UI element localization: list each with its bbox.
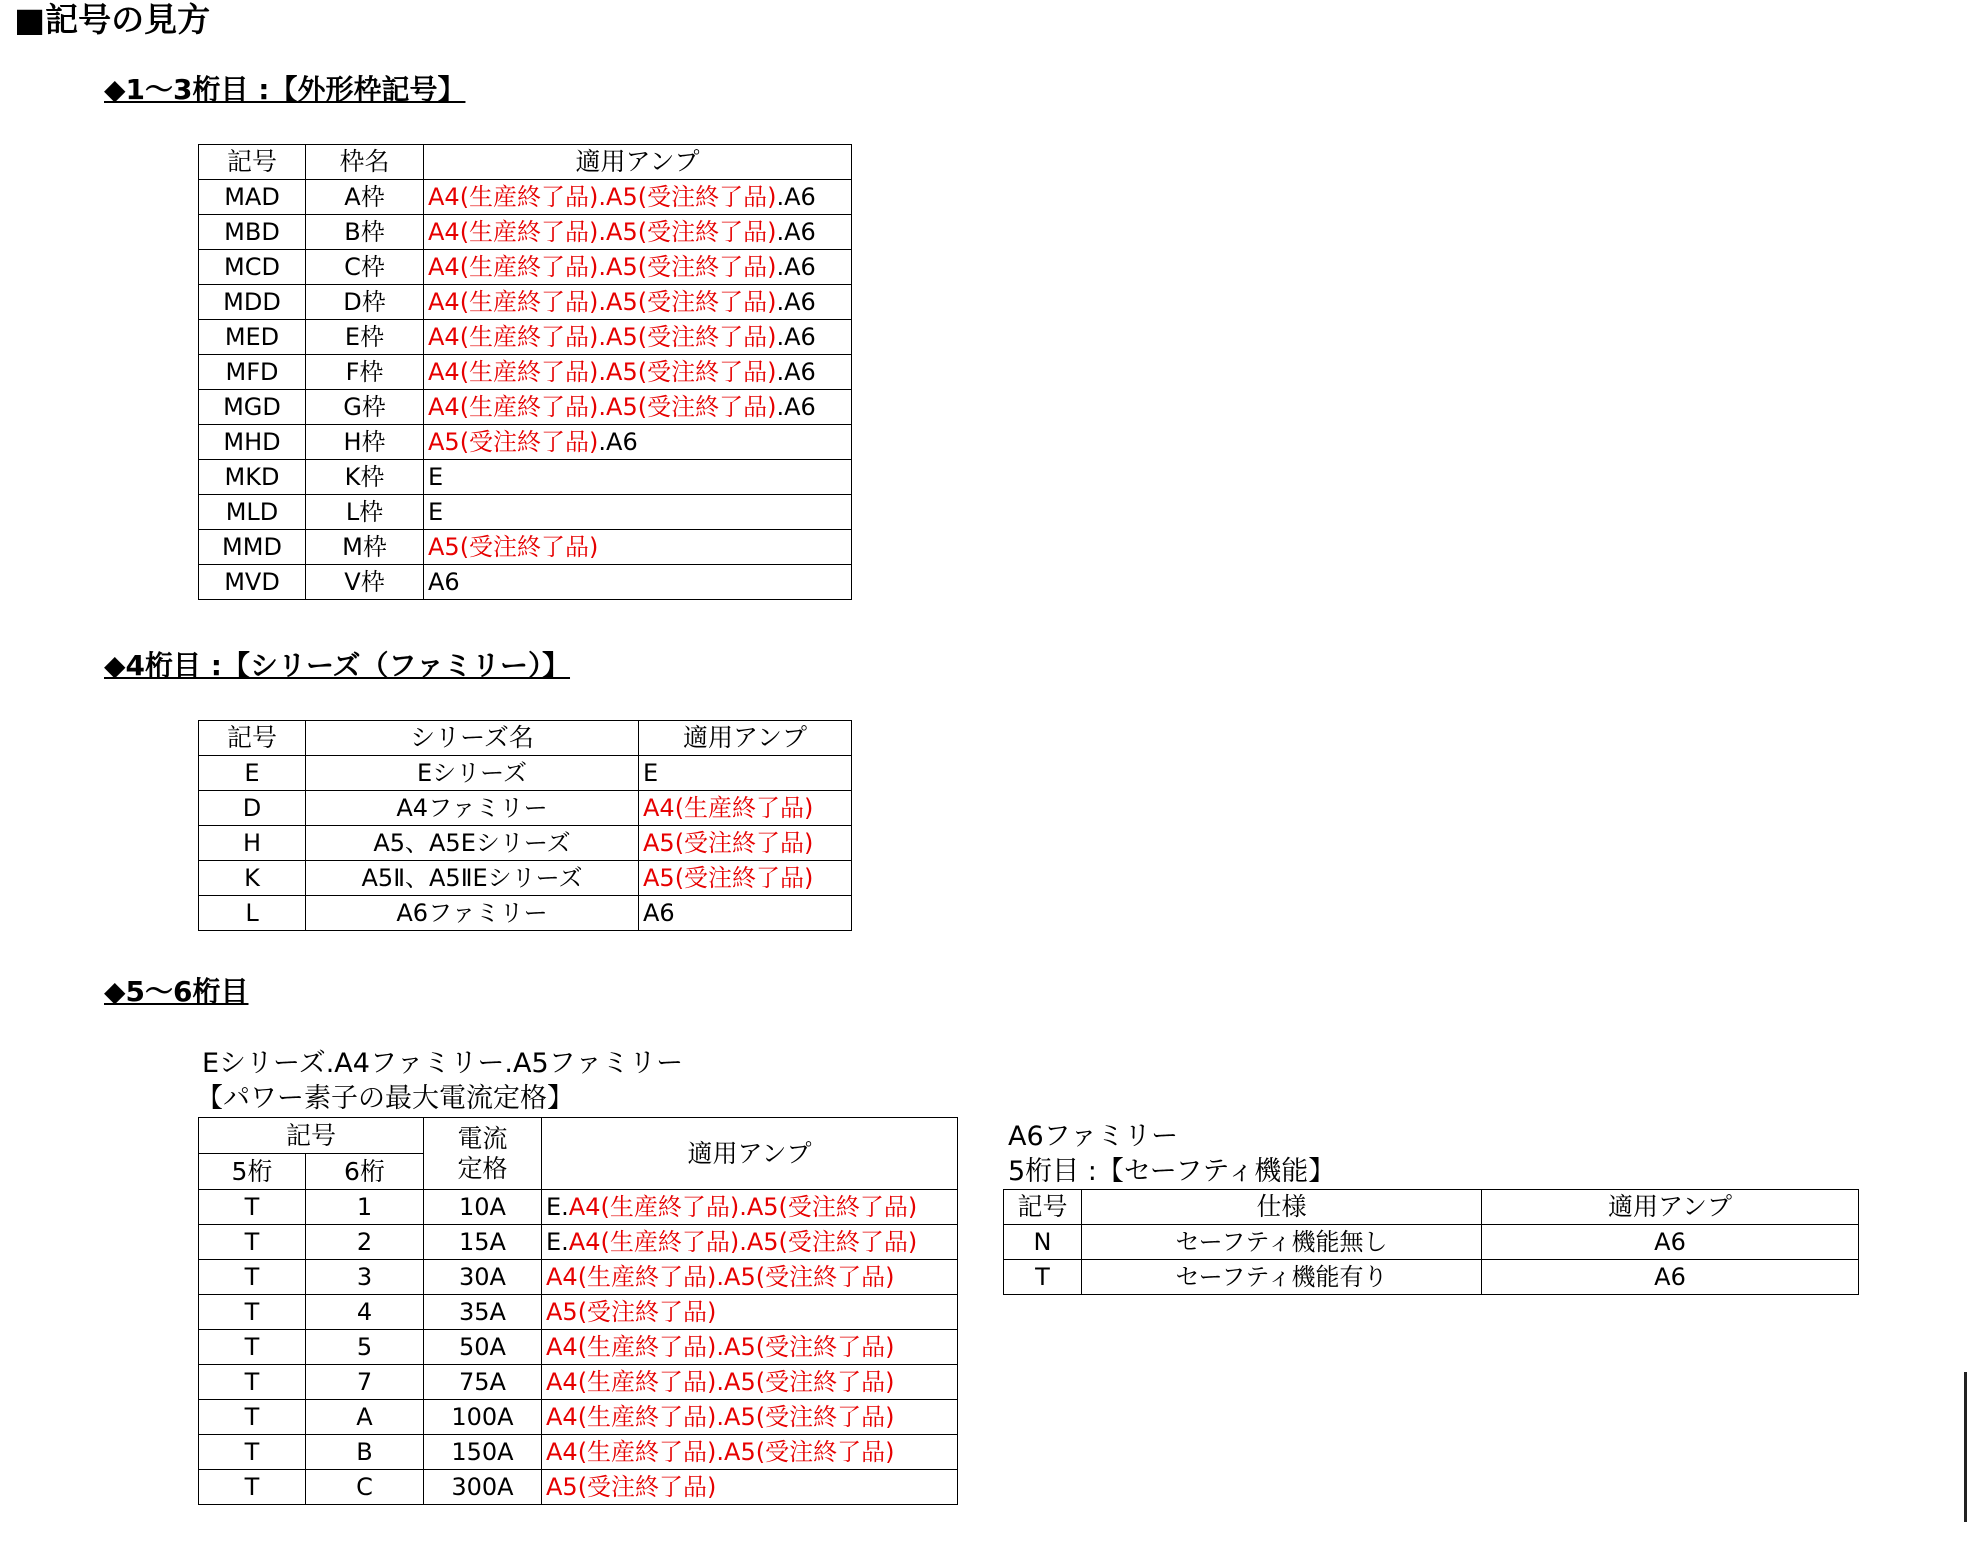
table-header-row: [199, 1118, 958, 1154]
table-row: [199, 1365, 958, 1400]
digit5-cell: T: [199, 1365, 306, 1400]
amp-text: E: [428, 498, 444, 526]
series-cell: A4ファミリー: [306, 791, 639, 826]
current-cell: 300A: [424, 1470, 542, 1505]
amp-discontinued-text: A4(生産終了品).A5(受注終了品): [546, 1333, 895, 1361]
amp-cell: [542, 1295, 958, 1330]
table-row: [199, 1260, 958, 1295]
series-cell: A6ファミリー: [306, 896, 639, 931]
current-cell: 50A: [424, 1330, 542, 1365]
amp-cell: [424, 530, 852, 565]
amp-discontinued-text: A4(生産終了品).A5(受注終了品): [546, 1403, 895, 1431]
table-row: [199, 1225, 958, 1260]
amp-cell: [424, 355, 852, 390]
spec-cell: セーフティ機能有り: [1082, 1260, 1482, 1295]
amp-cell: [542, 1330, 958, 1365]
page-title: ■記号の見方: [14, 0, 211, 39]
table-row: [199, 320, 852, 355]
header-digit6: 6桁: [306, 1154, 424, 1190]
section2-heading: ◆4桁目 :【シリーズ（ファミリー）】: [104, 649, 571, 682]
code-cell: L: [199, 896, 306, 931]
frame-cell: H枠: [306, 425, 424, 460]
amp-cell: [424, 250, 852, 285]
code-cell: MLD: [199, 495, 306, 530]
amp-cell: [542, 1400, 958, 1435]
amp-text: .A6: [776, 183, 816, 211]
frame-cell: F枠: [306, 355, 424, 390]
digit5-cell: T: [199, 1190, 306, 1225]
code-cell: MMD: [199, 530, 306, 565]
table-row: [199, 896, 852, 931]
header-frame: 枠名: [306, 145, 424, 180]
amp-discontinued-text: A4(生産終了品).A5(受注終了品): [428, 218, 777, 246]
frame-cell: E枠: [306, 320, 424, 355]
amp-cell: [542, 1435, 958, 1470]
amp-discontinued-text: A4(生産終了品).A5(受注終了品): [428, 183, 777, 211]
digit6-cell: 3: [306, 1260, 424, 1295]
amp-text: E: [428, 463, 444, 491]
table-row: [199, 425, 852, 460]
frame-cell: M枠: [306, 530, 424, 565]
amp-cell: [424, 495, 852, 530]
frame-cell: D枠: [306, 285, 424, 320]
digit5-cell: T: [199, 1295, 306, 1330]
amp-discontinued-text: A5(受注終了品): [428, 428, 599, 456]
digit6-cell: 2: [306, 1225, 424, 1260]
code-cell: E: [199, 756, 306, 791]
amp-text: .A6: [598, 428, 638, 456]
amp-discontinued-text: A4(生産終了品).A5(受注終了品): [568, 1228, 918, 1256]
amp-cell: [639, 826, 852, 861]
table-header-row: [199, 145, 852, 180]
amp-discontinued-text: A4(生産終了品).A5(受注終了品): [428, 323, 777, 351]
amp-text: E.: [546, 1193, 569, 1221]
amp-cell: [424, 460, 852, 495]
amp-discontinued-text: A4(生産終了品).A5(受注終了品): [546, 1263, 895, 1291]
table-row: [199, 215, 852, 250]
amp-discontinued-text: A4(生産終了品): [643, 794, 814, 822]
amp-discontinued-text: A5(受注終了品): [643, 864, 814, 892]
amp-text: .A6: [776, 323, 816, 351]
frame-cell: V枠: [306, 565, 424, 600]
table-row: [199, 861, 852, 896]
amp-cell: [542, 1225, 958, 1260]
header-amp: 適用アンプ: [1482, 1190, 1859, 1225]
frame-cell: B枠: [306, 215, 424, 250]
digit5-cell: T: [199, 1435, 306, 1470]
amp-text: .A6: [776, 393, 816, 421]
table-row: [199, 1400, 958, 1435]
table-row: [199, 756, 852, 791]
header-code: 記号: [199, 145, 306, 180]
header-digit5: 5桁: [199, 1154, 306, 1190]
code-cell: MED: [199, 320, 306, 355]
amp-cell: [424, 285, 852, 320]
table-row: [199, 1435, 958, 1470]
code-cell: MDD: [199, 285, 306, 320]
table-row: [1004, 1225, 1859, 1260]
amp-cell: A6: [1482, 1260, 1859, 1295]
table-row: [1004, 1260, 1859, 1295]
code-cell: K: [199, 861, 306, 896]
header-spec: 仕様: [1082, 1190, 1482, 1225]
table-row: [199, 826, 852, 861]
section4-subtitle-safety: 5桁目 :【セーフティ機能】: [1008, 1156, 1336, 1187]
digit6-cell: A: [306, 1400, 424, 1435]
amp-text: .A6: [776, 358, 816, 386]
section3-subtitle-rating: 【パワー素子の最大電流定格】: [196, 1083, 574, 1114]
header-current-line1: 電流: [457, 1123, 508, 1153]
frame-cell: K枠: [306, 460, 424, 495]
table-row: [199, 355, 852, 390]
section3-subtitle-series: Eシリーズ.A4ファミリー.A5ファミリー: [202, 1048, 684, 1079]
amp-cell: [542, 1190, 958, 1225]
amp-discontinued-text: A4(生産終了品).A5(受注終了品): [546, 1438, 895, 1466]
digit6-cell: 7: [306, 1365, 424, 1400]
code-cell: MHD: [199, 425, 306, 460]
section4-subtitle-family: A6ファミリー: [1008, 1121, 1179, 1152]
header-series: シリーズ名: [306, 721, 639, 756]
section3-heading: ◆5～6桁目: [104, 975, 249, 1008]
digit6-cell: 4: [306, 1295, 424, 1330]
amp-cell: [424, 565, 852, 600]
code-cell: MVD: [199, 565, 306, 600]
current-cell: 150A: [424, 1435, 542, 1470]
digit5-cell: T: [199, 1225, 306, 1260]
amp-discontinued-text: A4(生産終了品).A5(受注終了品): [428, 393, 777, 421]
amp-text: A6: [428, 568, 460, 596]
code-cell: MAD: [199, 180, 306, 215]
frame-cell: A枠: [306, 180, 424, 215]
amp-discontinued-text: A5(受注終了品): [643, 829, 814, 857]
digit5-cell: T: [199, 1470, 306, 1505]
table-row: [199, 565, 852, 600]
table-row: [199, 495, 852, 530]
header-code: 記号: [199, 721, 306, 756]
amp-discontinued-text: A4(生産終了品).A5(受注終了品): [428, 358, 777, 386]
amp-discontinued-text: A5(受注終了品): [546, 1298, 717, 1326]
header-amp: 適用アンプ: [542, 1118, 958, 1190]
code-cell: D: [199, 791, 306, 826]
amp-cell: [424, 215, 852, 250]
frame-code-table: [198, 144, 852, 600]
amp-text: E.: [546, 1228, 569, 1256]
series-cell: A5Ⅱ、A5ⅡEシリーズ: [306, 861, 639, 896]
header-amp: 適用アンプ: [424, 145, 852, 180]
digit6-cell: C: [306, 1470, 424, 1505]
header-current-line2: 定格: [457, 1153, 508, 1183]
digit5-cell: T: [199, 1400, 306, 1435]
amp-text: A6: [643, 899, 675, 927]
current-cell: 100A: [424, 1400, 542, 1435]
code-cell: MCD: [199, 250, 306, 285]
digit6-cell: B: [306, 1435, 424, 1470]
series-table: [198, 720, 852, 931]
current-cell: 30A: [424, 1260, 542, 1295]
frame-cell: G枠: [306, 390, 424, 425]
code-cell: H: [199, 826, 306, 861]
table-row: [199, 530, 852, 565]
current-cell: 10A: [424, 1190, 542, 1225]
table-row: [199, 390, 852, 425]
amp-cell: [639, 791, 852, 826]
table-row: [199, 1330, 958, 1365]
amp-cell: [542, 1365, 958, 1400]
series-cell: A5、A5Eシリーズ: [306, 826, 639, 861]
amp-cell: [542, 1260, 958, 1295]
amp-discontinued-text: A4(生産終了品).A5(受注終了品): [546, 1368, 895, 1396]
amp-cell: [424, 390, 852, 425]
header-amp: 適用アンプ: [639, 721, 852, 756]
table-row: [199, 1470, 958, 1505]
header-code: 記号: [199, 1118, 424, 1154]
amp-text: E: [643, 759, 659, 787]
amp-discontinued-text: A4(生産終了品).A5(受注終了品): [428, 288, 777, 316]
header-code: 記号: [1004, 1190, 1082, 1225]
current-rating-table: [198, 1117, 958, 1505]
amp-cell: [424, 320, 852, 355]
amp-text: .A6: [776, 218, 816, 246]
code-cell: T: [1004, 1260, 1082, 1295]
current-cell: 75A: [424, 1365, 542, 1400]
table-row: [199, 180, 852, 215]
spec-cell: セーフティ機能無し: [1082, 1225, 1482, 1260]
table-row: [199, 791, 852, 826]
table-row: [199, 285, 852, 320]
digit5-cell: T: [199, 1330, 306, 1365]
table-row: [199, 1295, 958, 1330]
table-row: [199, 460, 852, 495]
digit6-cell: 5: [306, 1330, 424, 1365]
table-row: [199, 1190, 958, 1225]
code-cell: MGD: [199, 390, 306, 425]
amp-discontinued-text: A5(受注終了品): [546, 1473, 717, 1501]
amp-cell: [424, 425, 852, 460]
header-current: [424, 1118, 542, 1190]
amp-discontinued-text: A5(受注終了品): [428, 533, 599, 561]
current-cell: 15A: [424, 1225, 542, 1260]
amp-cell: [639, 756, 852, 791]
table-header-row: [199, 721, 852, 756]
amp-cell: [424, 180, 852, 215]
amp-text: .A6: [776, 253, 816, 281]
amp-cell: [542, 1470, 958, 1505]
frame-cell: L枠: [306, 495, 424, 530]
series-cell: Eシリーズ: [306, 756, 639, 791]
code-cell: MKD: [199, 460, 306, 495]
table-header-row: [1004, 1190, 1859, 1225]
section1-heading: ◆1～3桁目 :【外形枠記号】: [104, 73, 466, 106]
code-cell: MBD: [199, 215, 306, 250]
current-cell: 35A: [424, 1295, 542, 1330]
code-cell: N: [1004, 1225, 1082, 1260]
amp-text: .A6: [776, 288, 816, 316]
amp-cell: [639, 896, 852, 931]
safety-function-table: [1003, 1189, 1859, 1295]
digit6-cell: 1: [306, 1190, 424, 1225]
table-row: [199, 250, 852, 285]
code-cell: MFD: [199, 355, 306, 390]
amp-cell: A6: [1482, 1225, 1859, 1260]
amp-cell: [639, 861, 852, 896]
amp-discontinued-text: A4(生産終了品).A5(受注終了品): [568, 1193, 918, 1221]
digit5-cell: T: [199, 1260, 306, 1295]
amp-discontinued-text: A4(生産終了品).A5(受注終了品): [428, 253, 777, 281]
frame-cell: C枠: [306, 250, 424, 285]
